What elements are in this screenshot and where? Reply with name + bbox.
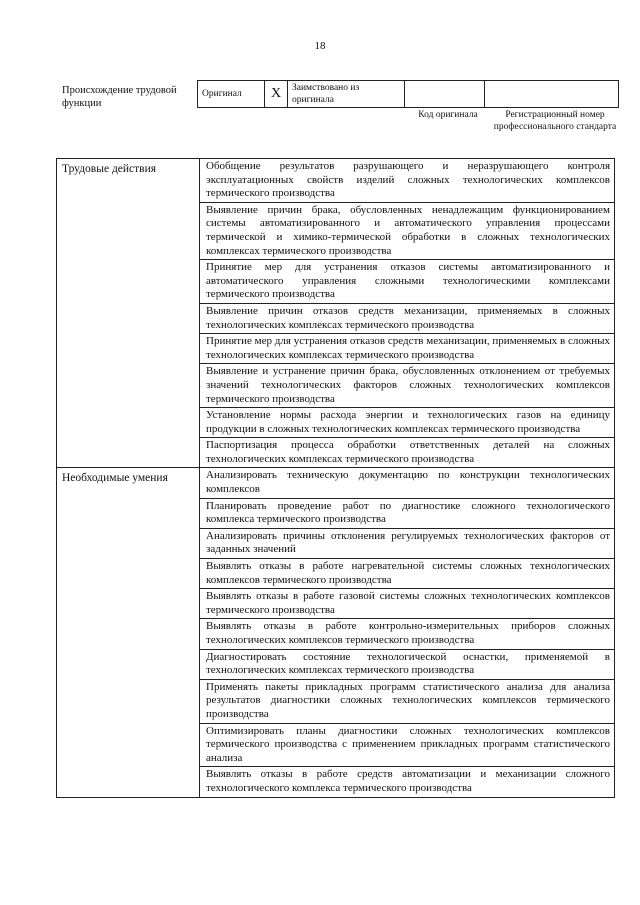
- table-row: [57, 468, 615, 498]
- section-item: Планировать проведение работ по диагностике сложного технологического комплекса термического производства: [200, 498, 615, 528]
- section-item: Установление нормы расхода энергии и технологических газов на единицу продукции в сложных технологических комплексах термического производства: [200, 408, 615, 438]
- section-item: Оптимизировать планы диагностики сложных технологических комплексов термического производства с применением прикладных программ статистического анализа: [200, 723, 615, 767]
- code-caption: Код оригинала: [418, 110, 478, 120]
- section-item: Выявление причин отказов средств механизации, применяемых в сложных технологических комплексах термического производства: [200, 303, 615, 333]
- section-item: Выявлять отказы в работе контрольно-измерительных приборов сложных технологических комплексов термического производства: [200, 619, 615, 649]
- table-row: [57, 159, 615, 203]
- section-title: Необходимые умения: [57, 468, 200, 797]
- reg-number-caption: Регистрационный номер профессионального стандарта: [493, 110, 617, 132]
- original-mark: X: [265, 81, 288, 108]
- section-item: Принятие мер для устранения отказов средств механизации, применяемых в сложных технологических комплексах термического производства: [200, 334, 615, 364]
- function-table: [56, 158, 615, 798]
- borrowed-cell: Заимствовано из оригинала: [288, 81, 405, 108]
- section-item: Выявлять отказы в работе средств автоматизации и механизации сложного технологического комплекса термического производства: [200, 767, 615, 797]
- section-item: Принятие мер для устранения отказов системы автоматизированного и автоматического управления сложными технологическими комплексами термического производства: [200, 260, 615, 304]
- section-item: Анализировать техническую документацию по конструкции технологических комплексов: [200, 468, 615, 498]
- section-title: Трудовые действия: [57, 159, 200, 468]
- origin-table: [197, 80, 619, 108]
- section-item: Диагностировать состояние технологической оснастки, применяемой в технологических комплексах термического производства: [200, 649, 615, 679]
- original-cell: Оригинал: [198, 81, 265, 108]
- section-item: Выявление причин брака, обусловленных ненадлежащим функционированием системы автоматизированного и автоматического управления процессами термической и химико-термической обработки в сложных технологических комплексах термического производства: [200, 202, 615, 259]
- section-item: Выявлять отказы в работе газовой системы сложных технологических комплексов термического производства: [200, 589, 615, 619]
- section-item: Обобщение результатов разрушающего и неразрушающего контроля эксплуатационных свойств изделий сложных технологических комплексов термического производства: [200, 159, 615, 203]
- section-item: Паспортизация процесса обработки ответственных деталей на сложных технологических комплексах термического производства: [200, 438, 615, 468]
- page-number: 18: [314, 40, 326, 52]
- code-cell: [405, 81, 485, 108]
- section-item: Применять пакеты прикладных программ статистического анализа для анализа результатов диагностики сложных технологических комплексов термического производства: [200, 679, 615, 723]
- section-item: Анализировать причины отклонения регулируемых технологических факторов от заданных значений: [200, 528, 615, 558]
- section-item: Выявлять отказы в работе нагревательной системы сложных технологических комплексов термического производства: [200, 559, 615, 589]
- origin-label: Происхождение трудовой функции: [62, 85, 177, 109]
- reg-number-cell: [485, 81, 619, 108]
- section-item: Выявление и устранение причин брака, обусловленных отклонением от требуемых значений технологических факторов сложных технологических комплексов термического производства: [200, 364, 615, 408]
